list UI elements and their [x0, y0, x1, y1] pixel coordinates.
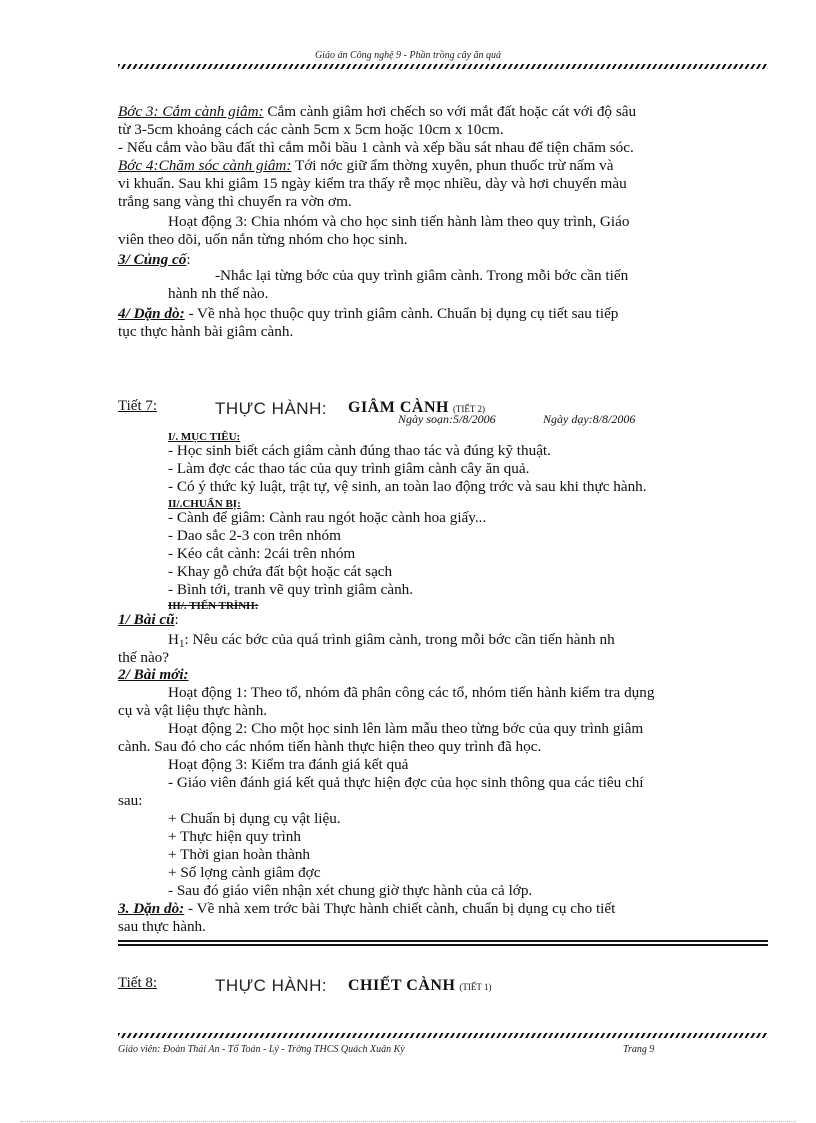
lesson8-part: (TIẾT 1) [459, 982, 492, 992]
step3-note: - Nếu cắm vào bầu đất thì cắm mỗi bầu 1 cành và xếp bầu sát nhau để tiện chăm sóc. [118, 139, 634, 156]
homework7-label: 3. Dặn dò: [118, 900, 185, 917]
criteria-item: + Chuẩn bị dụng cụ vật liệu. [168, 810, 341, 827]
step4-cont1: vi khuẩn. Sau khi giâm 15 ngày kiểm tra thấy rễ mọc nhiều, dày và hơi chuyển màu [118, 175, 627, 192]
step4-text: Tới nớc giữ ẩm thờng xuyên, phun thuốc trừ nấm và [291, 157, 614, 174]
homework-top-line [118, 305, 618, 323]
lesson8-title [348, 977, 491, 995]
new-lesson-label: 2/ Bài mới: [118, 666, 189, 683]
step3-cont: từ 3-5cm khoảng cách các cành 5cm x 5cm hoặc 10cm x 10cm. [118, 121, 504, 138]
lesson7-part: (TIẾT 2) [452, 404, 486, 414]
consolidate-line2: hành nh thế nào. [168, 285, 269, 302]
footer-page: Trang 9 [623, 1044, 655, 1055]
page-bottom-edge [20, 1121, 796, 1122]
date-prepared: Ngày soạn:5/8/2006 [398, 412, 496, 426]
objective-item: - Học sinh biết cách giâm cành đúng thao tác và đúng kỹ thuật. [168, 442, 551, 459]
prep-item: - Kéo cắt cành: 2cái trên nhóm [168, 545, 356, 562]
act2-line2: cành. Sau đó cho các nhóm tiến hành thực hiện theo quy trình đã học. [118, 738, 542, 755]
page-header: Giáo án Công nghệ 9 - Phần trồng cây ăn quả [314, 50, 502, 61]
objectives-heading: I/. MỤC TIÊU: [168, 431, 241, 443]
act3-end: - Sau đó giáo viên nhận xét chung giờ thực hành của cả lớp. [168, 882, 533, 899]
act3-line1: Hoạt động 3: Kiểm tra đánh giá kết quả [168, 756, 409, 773]
homework-top-text: - Về nhà học thuộc quy trình giâm cành. Chuẩn bị dụng cụ tiết sau tiếp [184, 305, 619, 322]
criteria-item: + Thời gian hoàn thành [168, 846, 311, 863]
step4-label: Bớc 4:Chăm sóc cành giâm: [118, 157, 292, 174]
footer-rule [118, 1033, 768, 1038]
prep-item: - Bình tới, tranh vẽ quy trình giâm cành. [168, 581, 414, 598]
new-lesson-heading [118, 666, 189, 684]
consolidate-label: 3/ Củng cố [118, 251, 187, 268]
homework-top-label: 4/ Dặn dò: [118, 305, 185, 322]
homework7-text: - Về nhà xem trớc bài Thực hành chiết cành, chuẩn bị dụng cụ cho tiết [184, 900, 616, 917]
old-lesson-colon: : [174, 611, 179, 628]
criteria-item: + Số lợng cành giâm đợc [168, 864, 321, 881]
homework7-line2: sau thực hành. [118, 918, 206, 935]
activity3-line1: Hoạt động 3: Chia nhóm và cho học sinh tiến hành làm theo quy trình, Giáo [168, 213, 630, 230]
consolidate-line1: -Nhắc lại từng bớc của quy trình giâm cành. Trong mỗi bớc cần tiến [215, 267, 629, 284]
act3-line3: sau: [118, 792, 143, 809]
footer-teacher: Giáo viên: Đoàn Thái An - Tổ Toán - Lý - Trờng THCS Quách Xuân Kỳ [118, 1044, 405, 1055]
act1-line2: cụ và vật liệu thực hành. [118, 702, 268, 719]
h1-cont: thế nào? [118, 649, 170, 666]
lesson8-title-text: CHIẾT CÀNH [348, 977, 456, 994]
homework7-line [118, 900, 615, 918]
prep-item: - Khay gỗ chứa đất bột hoặc cát sạch [168, 563, 393, 580]
homework-top-line2: tục thực hành bài giâm cành. [118, 323, 294, 340]
objective-item: - Có ý thức kỷ luật, trật tự, vệ sinh, an toàn lao động trớc và sau khi thực hành. [168, 478, 647, 495]
criteria-item: + Thực hiện quy trình [168, 828, 301, 845]
h1-prefix: H [168, 631, 179, 648]
objective-item: - Làm đợc các thao tác của quy trình giâm cành cây ăn quả. [168, 460, 530, 477]
step4-cont2: trắng sang vàng thì chuyển ra vờn ơm. [118, 193, 352, 210]
lesson7-label: THỰC HÀNH: [215, 399, 328, 418]
lesson7-title-text: GIÂM CÀNH [348, 399, 449, 416]
prep-item: - Dao sắc 2-3 con trên nhóm [168, 527, 341, 544]
act2-line1: Hoạt động 2: Cho một học sinh lên làm mẫu theo từng bớc của quy trình giâm [168, 720, 644, 737]
process-heading: III/. TIẾN TRÌNH: [168, 600, 259, 612]
step4-line [118, 157, 614, 175]
section-divider [118, 940, 768, 946]
prep-heading: II/.CHUẨN BỊ: [168, 498, 241, 510]
act3-line2: - Giáo viên đánh giá kết quả thực hiện đợc của học sinh thông qua các tiêu chí [168, 774, 644, 791]
act1-line1: Hoạt động 1: Theo tổ, nhóm đã phân công các tổ, nhóm tiến hành kiểm tra dụng [168, 684, 655, 701]
date-taught: Ngày dạy:8/8/2006 [543, 412, 636, 426]
h1-sub: 1 [178, 638, 185, 650]
step3-text: Cắm cành giâm hơi chếch so với mắt đất hoặc cát với độ sâu [263, 103, 637, 120]
h1-line [168, 631, 615, 653]
header-rule [118, 64, 768, 69]
prep-item: - Cành để giâm: Cành rau ngót hoặc cành hoa giấy... [168, 509, 487, 526]
activity3-line2: viên theo dõi, uốn nắn từng nhóm cho học sinh. [118, 231, 408, 248]
lesson7-tiet: Tiết 7: [118, 398, 158, 414]
old-lesson-label: 1/ Bài cũ [118, 611, 175, 628]
h1-text: : Nêu các bớc của quá trình giâm cành, trong mỗi bớc cần tiến hành nh [184, 631, 615, 648]
step3-label: Bớc 3: Cắm cành giâm: [118, 103, 264, 120]
consolidate-heading [118, 251, 191, 269]
lesson8-tiet: Tiết 8: [118, 975, 158, 991]
consolidate-colon: : [186, 251, 191, 268]
step3-line [118, 103, 636, 121]
lesson8-label: THỰC HÀNH: [215, 976, 328, 995]
old-lesson-heading [118, 611, 179, 629]
